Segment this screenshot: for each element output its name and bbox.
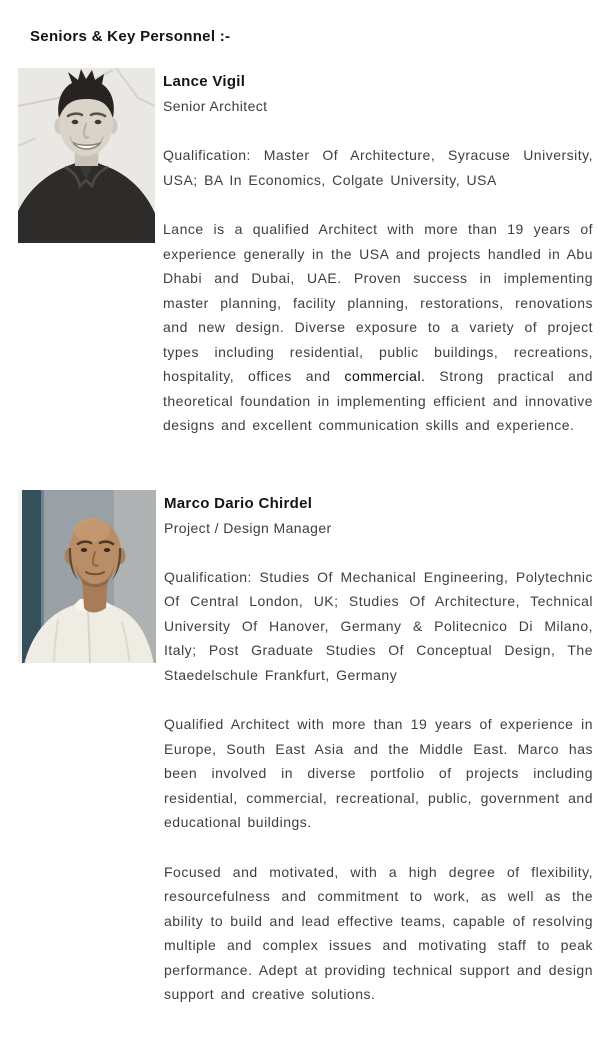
bio-paragraph-2: Focused and motivated, with a high degree of flexibility, resourcefulness and commitment to work, as well as the ability to build and lead effective teams, capable of resolving multiple and complex issues and motivating staff to peak performance. Adept at providing technical support and design support and creative solutions. xyxy=(164,863,593,1002)
bio-text-lead: Lance is a qualified Architect with more than 19 years of experience generally in the USA and projects handled in Abu Dhabi and Dubai, UAE. Proven success in implementing master planning, facility planning, restorations, renovations and new design. Diverse exposure to a variety of project types including residential, public buildings, recreations, hospitality, offices and xyxy=(163,221,593,384)
profile-job-title: Project / Design Manager xyxy=(164,519,332,536)
profile-name: Marco Dario Chirdel xyxy=(164,494,313,512)
bio-paragraph xyxy=(163,217,593,438)
bio-text-emphasis: commercial. xyxy=(344,368,426,384)
profile-photo-lance xyxy=(18,68,155,243)
profile-name: Lance Vigil xyxy=(163,73,246,90)
profile-section-marco-dario-chirdel xyxy=(0,490,610,1007)
profile-text-column xyxy=(164,490,593,1007)
page-title: Seniors & Key Personnel :- xyxy=(30,28,231,45)
profile-photo-marco xyxy=(18,490,156,663)
bio-paragraph-1: Qualified Architect with more than 19 years of experience in Europe, South East Asia and the Middle East. Marco has been involved in diverse portfolio of projects including residential, commercial, recreational, public, government and educational buildings. xyxy=(164,716,593,830)
profile-job-title: Senior Architect xyxy=(163,98,268,114)
qualification-paragraph: Qualification: Studies Of Mechanical Engineering, Polytechnic Of Central London, UK; Studies Of Architecture, Technical University Of Hanover, Germany & Politecnico Di Milano, Italy; Post Graduate Studies Of Conceptual Design, The Staedelschule Frankfurt, Germany xyxy=(164,568,593,683)
bio-text-rest: Strong practical and theoretical foundation in implementing efficient and innovative designs and excellent communication skills and experience. xyxy=(163,368,593,433)
profile-section-lance-vigil xyxy=(0,68,610,438)
profile-text-column xyxy=(163,68,593,438)
qualification-paragraph: Qualification: Master Of Architecture, Syracuse University, USA; BA In Economics, Colgate University, USA xyxy=(163,147,593,188)
